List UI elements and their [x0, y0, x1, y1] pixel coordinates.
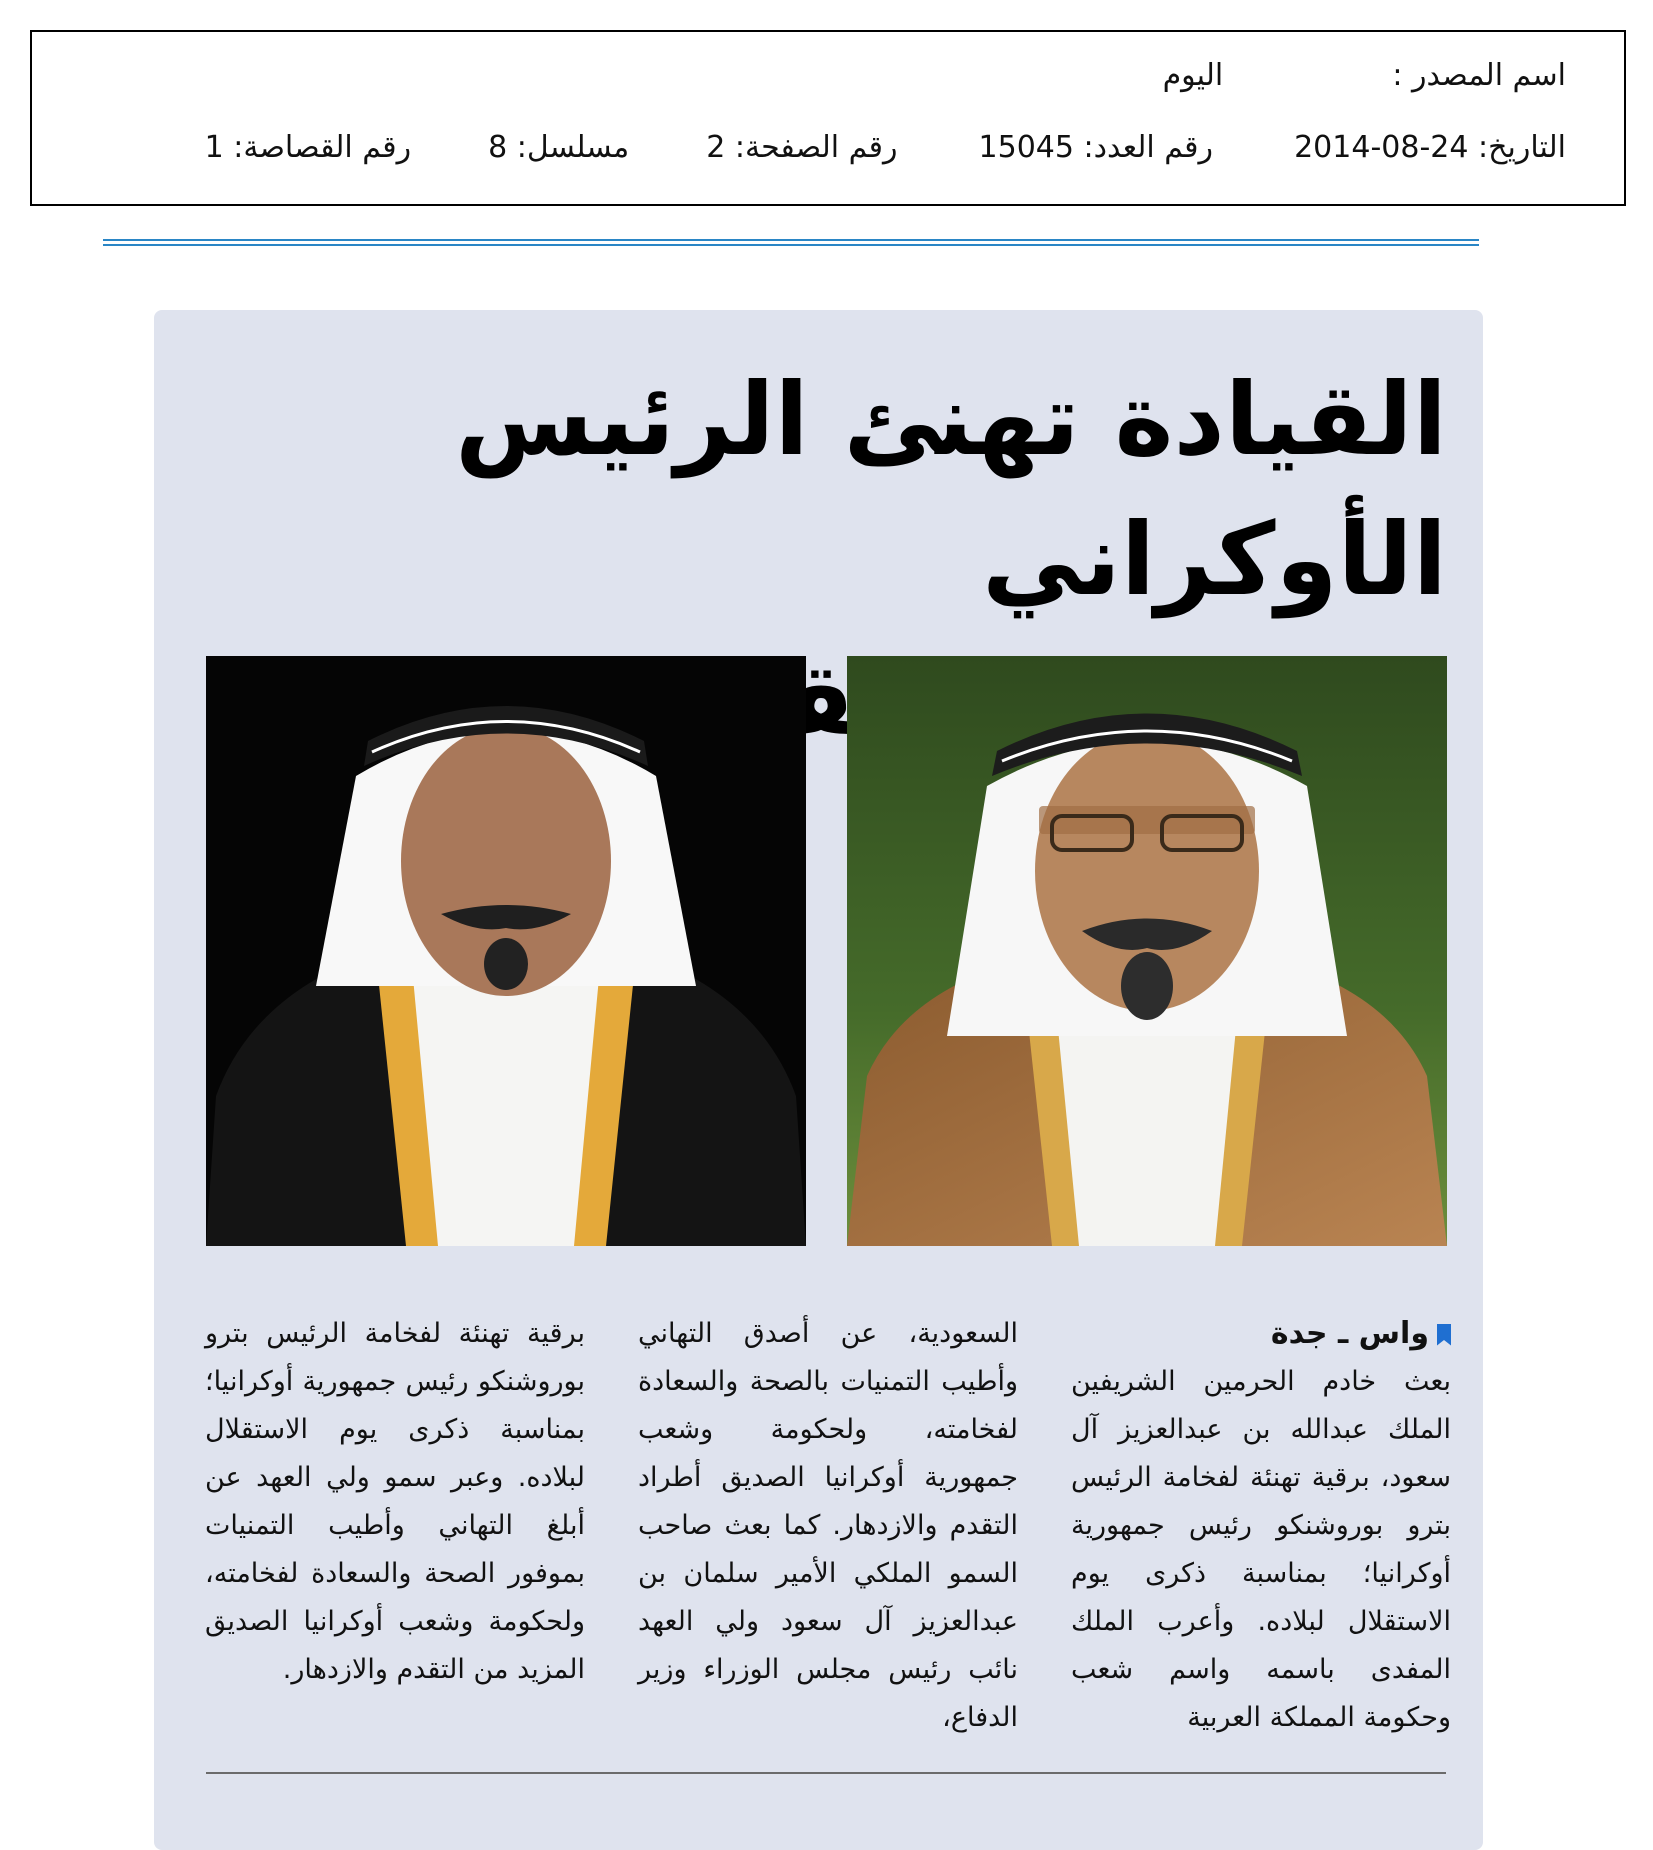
article-column-2 — [638, 1310, 1018, 1742]
column-2-text: السعودية، عن أصدق التهاني وأطيب التمنيات بالصحة والسعادة لفخامته، ولحكومة وشعب جمهورية أوكرانيا الصديق أطراد التقدم والازدهار. كما بعث صاحب السمو الملكي الأمير سلمان بن عبدالعزيز آل سعود ولي العهد نائب رئيس مجلس الوزراء وزير الدفاع، — [638, 1318, 1018, 1733]
headline-line-1: القيادة تهنئ الرئيس الأوكراني — [455, 361, 1447, 618]
byline — [1071, 1310, 1451, 1358]
clipping-metadata-box — [30, 30, 1626, 206]
separator-rule-bottom — [103, 244, 1479, 246]
source-label: اسم المصدر : — [1392, 58, 1566, 93]
source-value: اليوم — [1162, 58, 1224, 93]
separator-rule-top — [103, 239, 1479, 241]
issue-field: رقم العدد: 15045 — [978, 130, 1213, 165]
byline-text: واس ـ جدة — [1270, 1316, 1429, 1351]
column-1-text: بعث خادم الحرمين الشريفين الملك عبدالله بن عبدالعزيز آل سعود، برقية تهنئة لفخامة الرئيس بترو بوروشنكو رئيس جمهورية أوكرانيا؛ بمناسبة ذكرى يوم الاستقلال لبلاده. وأعرب الملك المفدى باسمه واسم شعب وحكومة المملكة العربية — [1071, 1366, 1451, 1733]
column-3-text: برقية تهنئة لفخامة الرئيس بترو بوروشنكو رئيس جمهورية أوكرانيا؛ بمناسبة ذكرى يوم الاستقلال لبلاده. وعبر سمو ولي العهد عن أبلغ التهاني وأطيب التمنيات بموفور الصحة والسعادة لفخامته، ولحكومة وشعب أوكرانيا الصديق المزيد من التقدم والازدهار. — [205, 1318, 585, 1685]
news-article — [154, 310, 1483, 1850]
bookmark-icon — [1437, 1324, 1451, 1346]
portrait-photo-left — [206, 656, 806, 1246]
article-column-1 — [1071, 1310, 1451, 1742]
article-column-3 — [205, 1310, 585, 1694]
page-field: رقم الصفحة: 2 — [706, 130, 898, 165]
clip-field: رقم القصاصة: 1 — [204, 130, 412, 165]
details-row — [205, 130, 1566, 165]
serial-field: مسلسل: 8 — [488, 130, 630, 165]
date-field: التاريخ: 24-08-2014 — [1294, 130, 1566, 165]
source-row — [1163, 58, 1566, 93]
portrait-photo-right — [847, 656, 1447, 1246]
article-bottom-rule — [206, 1772, 1446, 1774]
